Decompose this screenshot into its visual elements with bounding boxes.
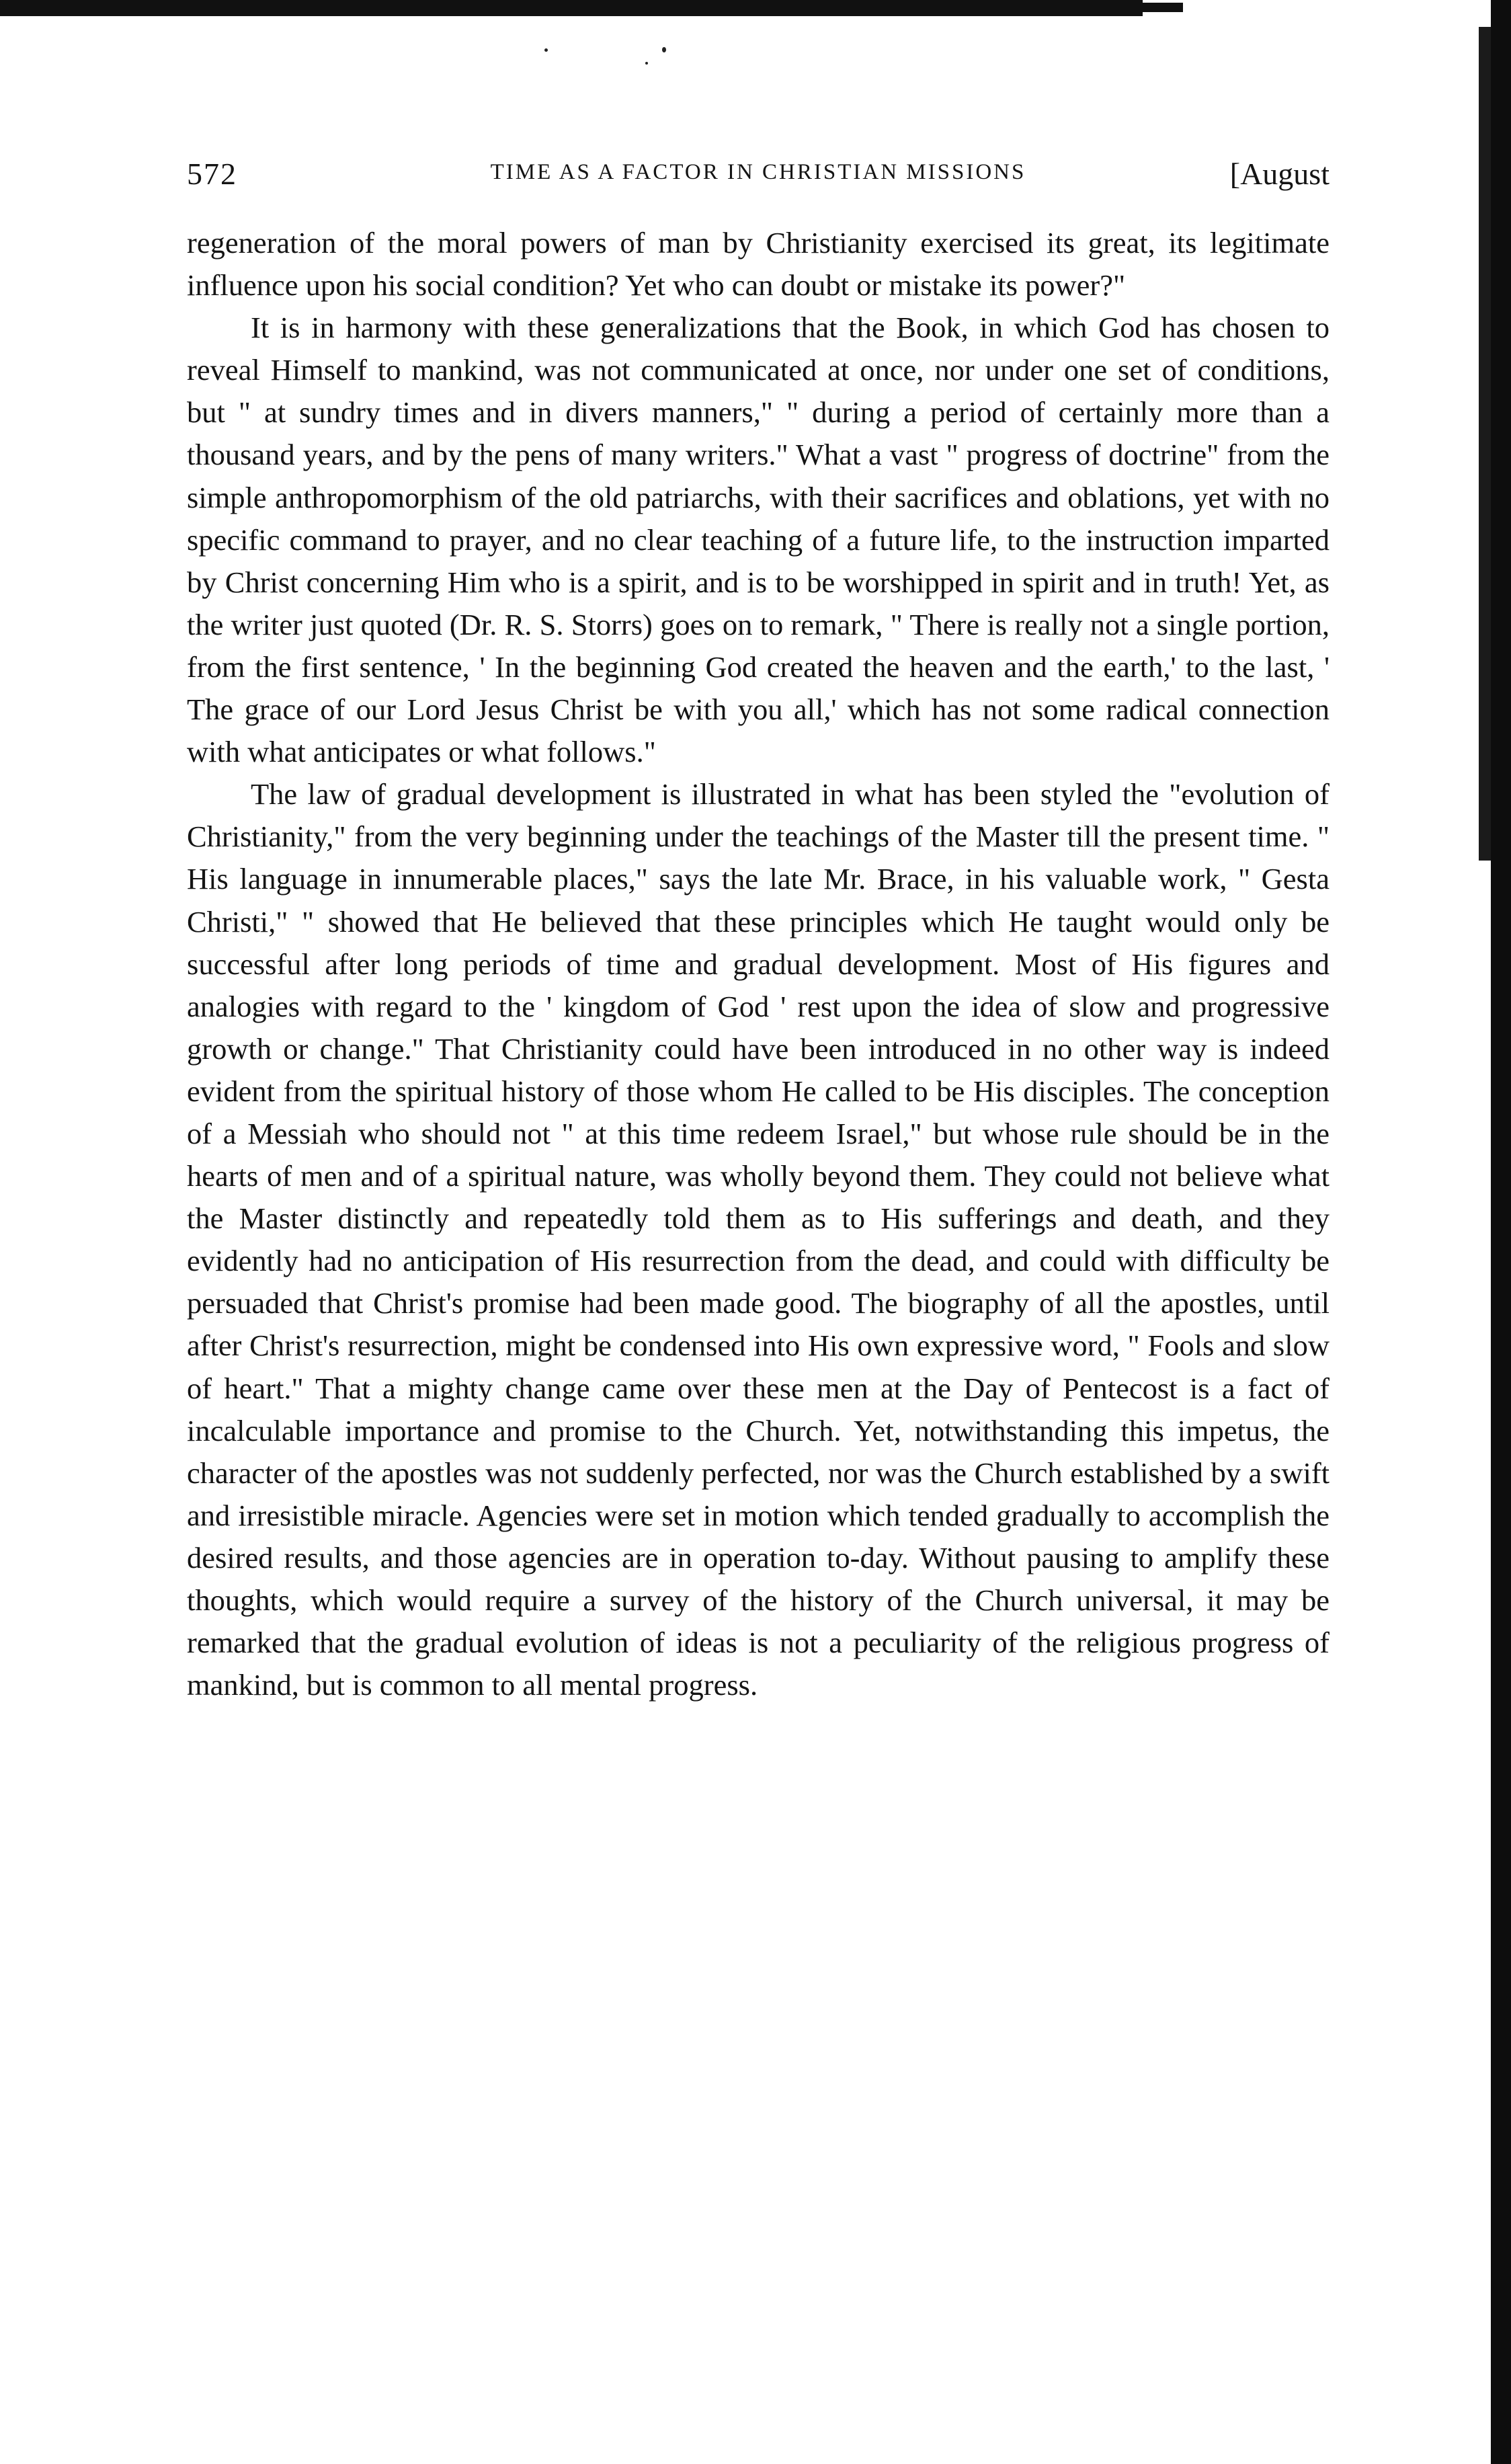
paragraph-book-revelation: It is in harmony with these generalizations that the Book, in which God has chosen to reveal Himself to mankind, was not communicated at once, nor under one set of conditions, but " at sundry times and in divers manners," " during a period of certainly more than a thousand years, and by the pens of many writers." What a vast " progress of doctrine" from the simple anthropomorphism of the old patriarchs, with their sacrifices and oblations, yet with no specific command to prayer, and no clear teaching of a future life, to the instruction imparted by Christ concerning Him who is a spirit, and is to be worshipped in spirit and in truth! Yet, as the writer just quoted (Dr. R. S. Storrs) goes on to remark, " There is really not a single portion, from the first sentence, ' In the beginning God created the heaven and the earth,' to the last, ' The grace of our Lord Jesus Christ be with you all,' which has not some radical connection with what anticipates or what follows."	[187, 311, 1330, 769]
scan-speck	[645, 62, 648, 65]
paragraph-continuation: regeneration of the moral powers of man by Christianity exercised its great, its legitimate influence upon his social condition? Yet who can doubt or mistake its power?"	[187, 226, 1330, 303]
scan-top-rule	[0, 0, 1143, 16]
paragraph-gradual-development: The law of gradual development is illustrated in what has been styled the "evolution of Christianity," from the very beginning under the teachings of the Master till the present time. " His language in innumerable places," says the late Mr. Brace, in his valuable work, " Gesta Christi," " showed that He believed that these principles which He taught would only be successful after long periods of time and gradual development. Most of His figures and analogies with regard to the ' kingdom of God ' rest upon the idea of slow and progressive growth or change." That Christianity could have been introduced in no other way is indeed evident from the spiritual history of those whom He called to be His disciples. The conception of a Messiah who should not " at this time redeem Israel," but whose rule should be in the hearts of men and of a spiritual nature, was wholly beyond them. They could not believe what the Master distinctly and repeatedly told them as to His sufferings and death, and they evidently had no anticipation of His resurrection from the dead, and could with difficulty be persuaded that Christ's promise had been made good. The biography of all the apostles, until after Christ's resurrection, might be condensed into His own expressive word, " Fools and slow of heart." That a mighty change came over these men at the Day of Pentecost is a fact of incalculable importance and promise to the Church. Yet, notwithstanding this impetus, the character of the apostles was not suddenly perfected, nor was the Church established by a swift and irresistible miracle. Agencies were set in motion which tended gradually to accomplish the desired results, and those agencies are in operation to-day. Without pausing to amplify these thoughts, which would require a survey of the history of the Church universal, it may be remarked that the gradual evolution of ideas is not a peculiarity of the religious progress of mankind, but is common to all mental progress.	[187, 777, 1330, 1702]
running-title: TIME AS A FACTOR IN CHRISTIAN MISSIONS	[490, 160, 1026, 184]
running-header	[187, 156, 1330, 203]
page-number: 572	[187, 157, 237, 191]
scan-right-edge	[1491, 0, 1511, 2464]
scan-speck	[662, 47, 666, 52]
running-header-month: [August	[1229, 157, 1330, 191]
scan-right-edge-upper	[1479, 27, 1492, 861]
scan-top-rule-tail	[1049, 3, 1183, 12]
scan-speck	[544, 48, 548, 52]
body-text	[187, 222, 1330, 1706]
